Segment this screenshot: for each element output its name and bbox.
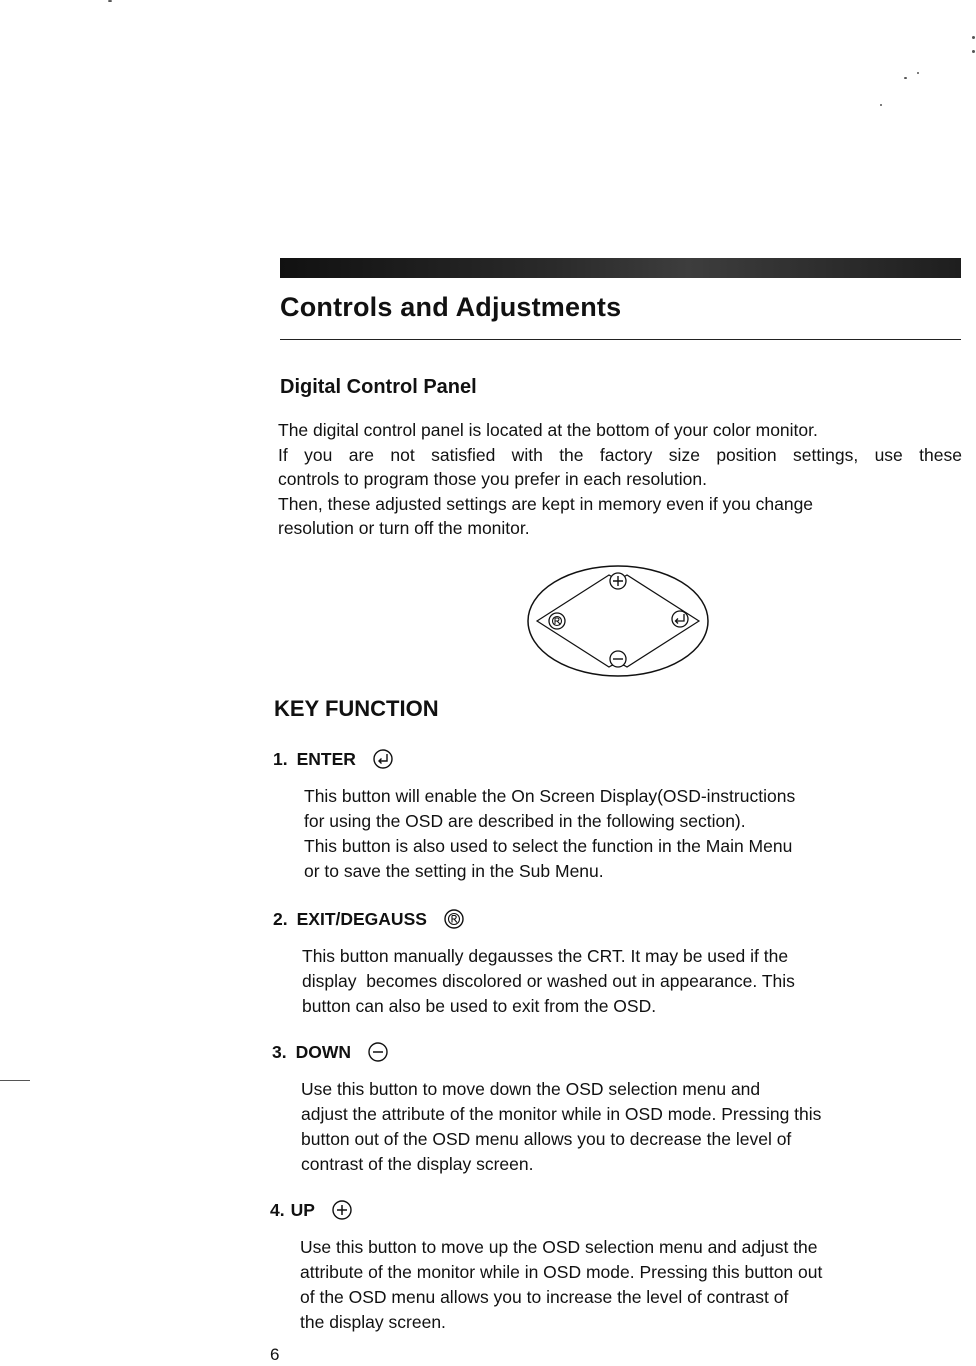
page-number: 6 [270, 1345, 280, 1364]
key-function-heading: KEY FUNCTION [274, 696, 439, 721]
desc-line: This button manually degausses the CRT. It may be used if the [302, 946, 789, 966]
desc-line: button out of the OSD menu allows you to decrease the level of [301, 1129, 792, 1149]
item-number: 1. [273, 748, 288, 769]
item-number: 3. [272, 1041, 287, 1062]
desc-line: button can also be used to exit from the OSD. [302, 996, 657, 1016]
enter-icon [372, 748, 394, 770]
plus-icon [331, 1199, 353, 1221]
scan-speck [972, 50, 975, 53]
item-description [300, 1235, 950, 1335]
key-item-up [270, 1199, 353, 1221]
item-label: UP [290, 1199, 315, 1220]
desc-line: the display screen. [300, 1312, 446, 1332]
desc-line: display becomes discolored or washed out in appearance. This [302, 971, 795, 991]
desc-line: attribute of the monitor while in OSD mode. Pressing this button out [300, 1262, 823, 1282]
intro-line: Then, these adjusted settings are kept in memory even if you change [278, 493, 814, 514]
control-panel-diagram [525, 563, 711, 679]
desc-line: This button is also used to select the function in the Main Menu [304, 836, 793, 856]
item-label: ENTER [296, 748, 356, 769]
item-description [301, 1077, 946, 1177]
minus-icon [610, 651, 626, 667]
scan-speck [972, 36, 975, 39]
intro-line: If you are not satisfied with the factory size position settings, use these [278, 444, 962, 465]
key-item-enter [273, 748, 394, 770]
intro-line: controls to program those you prefer in each resolution. [278, 469, 707, 489]
title-divider [280, 339, 961, 340]
item-label: DOWN [295, 1041, 352, 1062]
scan-speck [904, 77, 907, 79]
desc-line: of the OSD menu allows you to increase the level of contrast of [300, 1287, 789, 1307]
item-number: 2. [273, 908, 288, 929]
enter-icon [672, 611, 688, 627]
desc-line: Use this button to move up the OSD selection menu and adjust the [300, 1237, 818, 1257]
scan-speck [917, 72, 919, 74]
digital-panel-description [278, 418, 962, 541]
scan-speck [0, 1080, 30, 1081]
desc-line: Use this button to move down the OSD selection menu and [301, 1079, 761, 1099]
desc-line: This button will enable the On Screen Display(OSD-instructions [304, 786, 796, 806]
scan-speck [880, 104, 882, 106]
minus-icon [367, 1041, 389, 1063]
section-header-bar [280, 258, 961, 278]
key-item-down [272, 1041, 389, 1063]
page-title: Controls and Adjustments [280, 292, 622, 322]
desc-line: for using the OSD are described in the following section). [304, 811, 746, 831]
desc-line: or to save the setting in the Sub Menu. [304, 861, 604, 881]
desc-line: adjust the attribute of the monitor while in OSD mode. Pressing this [301, 1104, 822, 1124]
plus-icon [610, 573, 626, 589]
intro-line: The digital control panel is located at the bottom of your color monitor. [278, 420, 818, 440]
scan-speck [108, 0, 112, 2]
item-description [304, 784, 944, 884]
digital-panel-heading: Digital Control Panel [280, 376, 477, 398]
exit-degauss-icon [549, 613, 565, 629]
exit-degauss-icon [443, 908, 465, 930]
item-description [302, 944, 942, 1019]
key-item-exit-degauss [273, 908, 465, 930]
intro-line: resolution or turn off the monitor. [278, 518, 530, 538]
item-number: 4. [270, 1199, 285, 1220]
item-label: EXIT/DEGAUSS [296, 908, 427, 929]
desc-line: contrast of the display screen. [301, 1154, 534, 1174]
